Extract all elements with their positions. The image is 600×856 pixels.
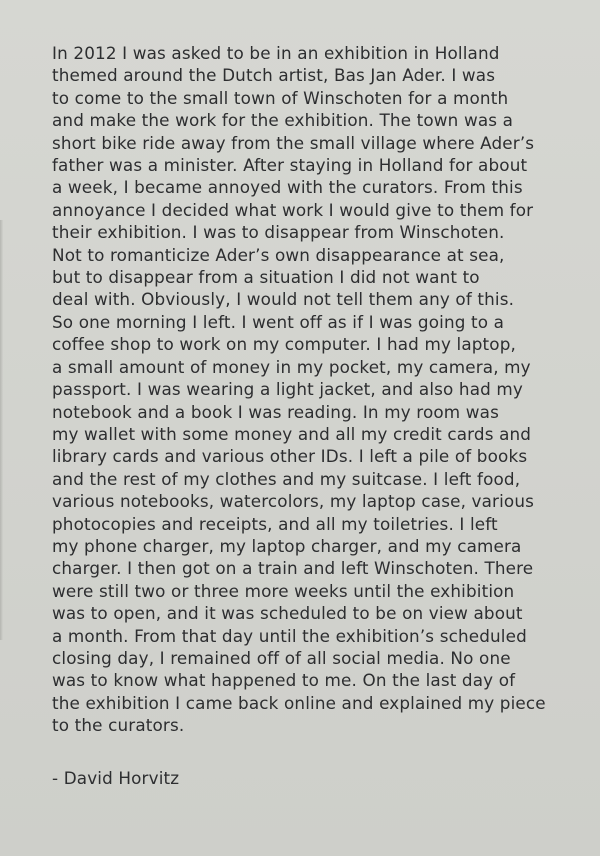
text-line: short bike ride away from the small village where Ader’s xyxy=(52,132,535,153)
text-line: coffee shop to work on my computer. I had my laptop, xyxy=(52,334,516,355)
page-edge-shadow xyxy=(0,220,3,640)
text-line: In 2012 I was asked to be in an exhibition in Holland xyxy=(52,43,500,63)
text-line: was to know what happened to me. On the last day of xyxy=(52,670,516,691)
text-line: Not to romanticize Ader’s own disappearance at sea, xyxy=(52,244,505,265)
text-line: deal with. Obviously, I would not tell them any of this. xyxy=(52,289,515,310)
text-line: were still two or three more weeks until the exhibition xyxy=(52,580,515,601)
text-line: a month. From that day until the exhibition’s scheduled xyxy=(52,625,527,646)
text-line: photocopies and receipts, and all my toiletries. I left xyxy=(52,513,498,534)
text-line: and make the work for the exhibition. The town was a xyxy=(52,110,514,131)
body-text xyxy=(52,42,592,737)
text-line: my wallet with some money and all my credit cards and xyxy=(52,423,532,444)
text-line: father was a minister. After staying in Holland for about xyxy=(52,155,528,176)
text-line: library cards and various other IDs. I left a pile of books xyxy=(52,446,528,467)
text-line: notebook and a book I was reading. In my room was xyxy=(52,401,499,422)
text-line: a small amount of money in my pocket, my camera, my xyxy=(52,356,531,377)
text-line: charger. I then got on a train and left Winschoten. There xyxy=(52,558,534,579)
author-signature: - David Horvitz xyxy=(52,768,180,788)
text-line: but to disappear from a situation I did not want to xyxy=(52,267,480,288)
text-line: and the rest of my clothes and my suitcase. I left food, xyxy=(52,468,521,489)
text-line: passport. I was wearing a light jacket, and also had my xyxy=(52,379,524,400)
text-line: So one morning I left. I went off as if I was going to a xyxy=(52,311,505,332)
text-line: to come to the small town of Winschoten for a month xyxy=(52,87,509,108)
text-line: their exhibition. I was to disappear from Winschoten. xyxy=(52,222,505,243)
text-line: the exhibition I came back online and explained my piece xyxy=(52,692,546,713)
text-line: a week, I became annoyed with the curators. From this xyxy=(52,177,523,198)
text-line: to the curators. xyxy=(52,715,185,736)
text-line: was to open, and it was scheduled to be on view about xyxy=(52,603,523,624)
text-line: my phone charger, my laptop charger, and my camera xyxy=(52,535,522,556)
text-line: themed around the Dutch artist, Bas Jan Ader. I was xyxy=(52,65,496,86)
text-line: annoyance I decided what work I would give to them for xyxy=(52,199,534,220)
text-line: closing day, I remained off of all social media. No one xyxy=(52,647,511,668)
text-line: various notebooks, watercolors, my laptop case, various xyxy=(52,491,535,512)
